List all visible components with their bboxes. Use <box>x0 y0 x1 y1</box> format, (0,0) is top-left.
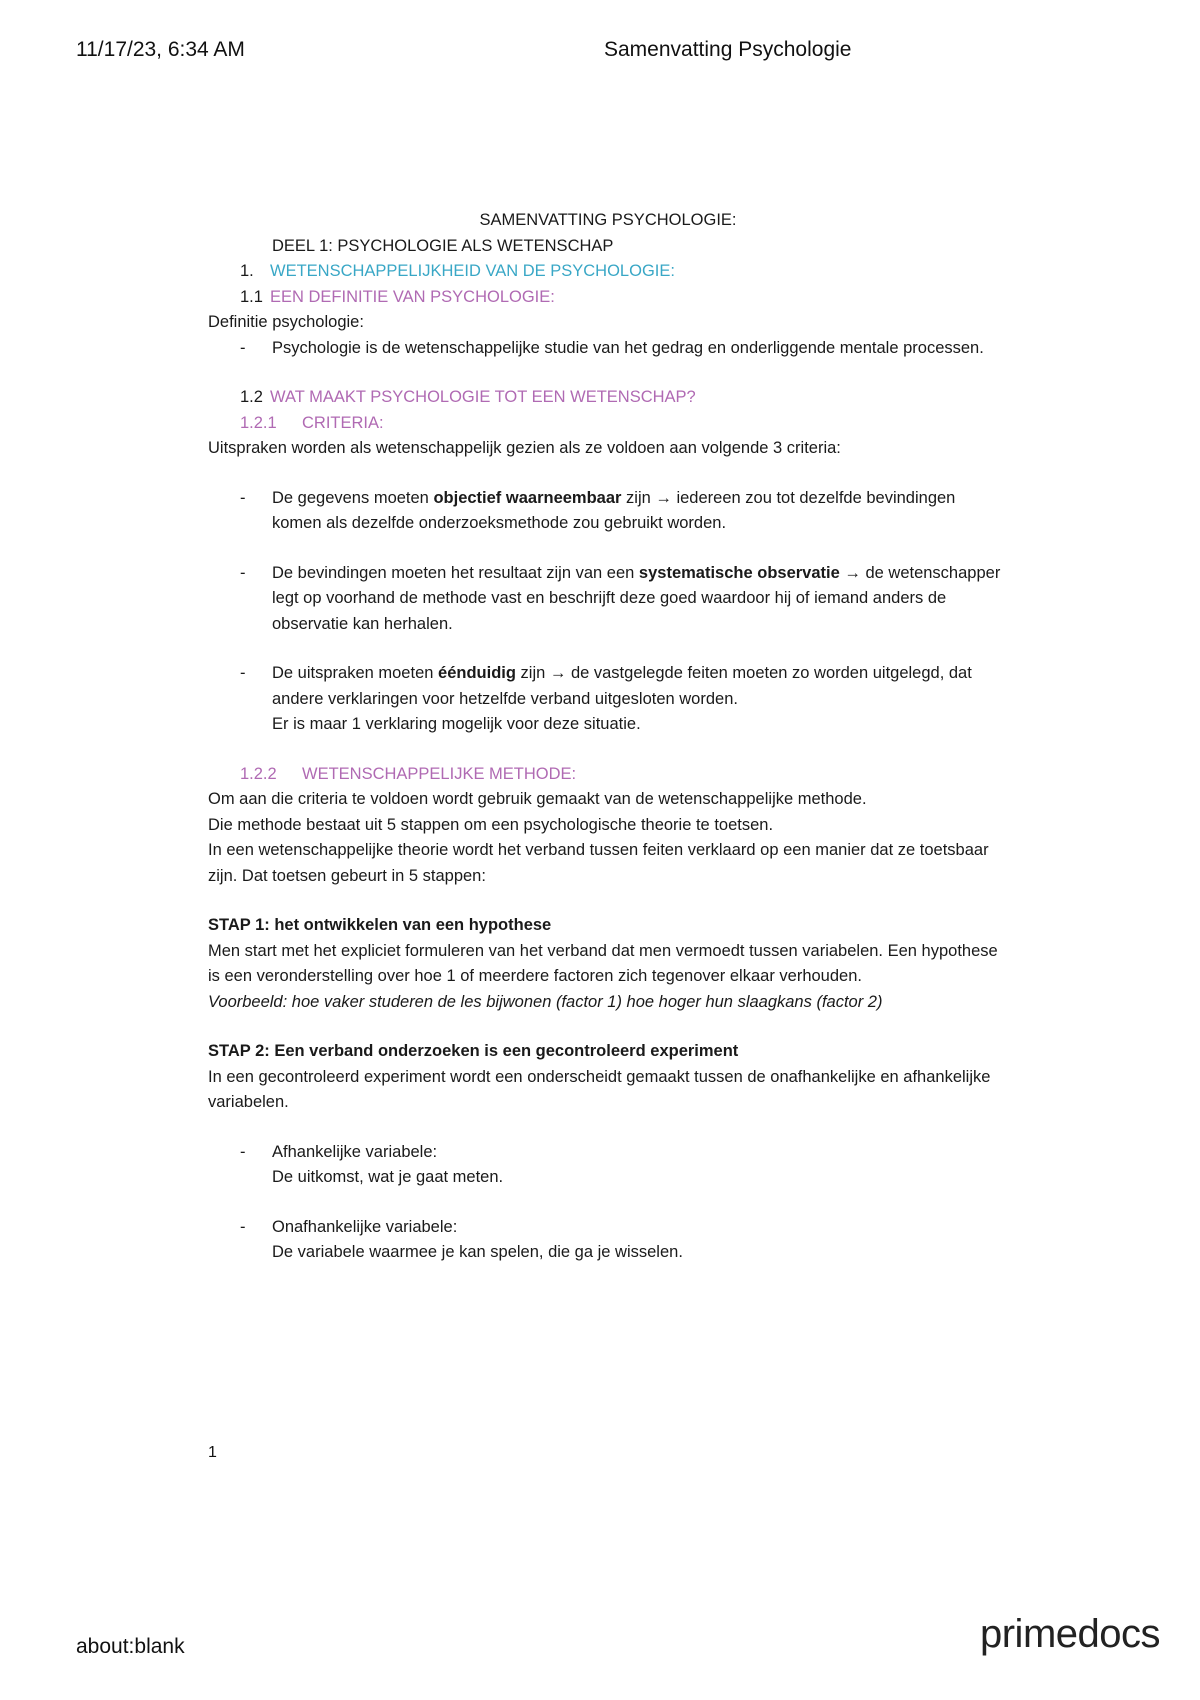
criterion-3-bold: éénduidig <box>438 664 516 682</box>
bullet-dash: - <box>240 338 246 357</box>
criterion-2 <box>208 561 1008 638</box>
step-2-title: STAP 2: Een verband onderzoeken is een gecontroleerd experiment <box>208 1042 739 1060</box>
definition-text: Psychologie is de wetenschappelijke studie van het gedrag en onderliggende mentale processen. <box>272 338 984 357</box>
method-paragraph-2: Die methode bestaat uit 5 stappen om een psychologische theorie te toetsen. <box>208 815 774 834</box>
heading-1-1-text: EEN DEFINITIE VAN PSYCHOLOGIE: <box>270 287 555 306</box>
print-title: Samenvatting Psychologie <box>604 38 852 61</box>
criteria-intro: Uitspraken worden als wetenschappelijk gezien als ze voldoen aan volgende 3 criteria: <box>208 439 841 457</box>
variable-independent-label: Onafhankelijke variabele: <box>272 1217 458 1236</box>
criterion-3 <box>208 661 1008 738</box>
print-header <box>76 38 1124 68</box>
heading-1-2-number: 1.2 <box>240 388 263 406</box>
criterion-3-line2: Er is maar 1 verklaring mogelijk voor deze situatie. <box>272 715 641 733</box>
brand-logo: primedocs <box>979 1612 1160 1656</box>
heading-1-2-2 <box>208 762 1008 788</box>
heading-1-2 <box>208 385 1008 411</box>
heading-1-2-text: WAT MAAKT PSYCHOLOGIE TOT EEN WETENSCHAP? <box>270 388 696 406</box>
criterion-2-pre: De bevindingen moeten het resultaat zijn van een <box>272 563 639 582</box>
step-2-text: In een gecontroleerd experiment wordt een onderscheidt gemaakt tussen de onafhankelijke en afhankelijke variabelen. <box>208 1067 991 1111</box>
heading-1-2-1-text: CRITERIA: <box>302 413 384 432</box>
bullet-dash: - <box>240 1217 246 1236</box>
heading-1-2-1-number: 1.2.1 <box>240 413 277 432</box>
definition-label: Definitie psychologie: <box>208 313 364 331</box>
variable-dependent-text: De uitkomst, wat je gaat meten. <box>272 1168 504 1186</box>
doc-title: SAMENVATTING PSYCHOLOGIE: <box>479 211 737 229</box>
variable-independent <box>208 1215 1008 1266</box>
criterion-1-post: zijn → iedereen zou tot dezelfde bevindingen komen als dezelfde onderzoeksmethode zou gebruikt worden. <box>272 488 956 532</box>
criterion-3-pre: De uitspraken moeten <box>272 664 439 682</box>
heading-1-2-1 <box>208 411 1008 437</box>
print-date: 11/17/23, 6:34 AM <box>76 38 245 61</box>
criterion-1 <box>208 486 1008 537</box>
variable-dependent-label: Afhankelijke variabele: <box>272 1142 438 1161</box>
heading-1-1 <box>208 285 1008 311</box>
criterion-1-bold: objectief waarneembaar <box>433 488 622 507</box>
variable-dependent <box>208 1140 1008 1191</box>
variable-independent-text: De variabele waarmee je kan spelen, die ga je wisselen. <box>272 1243 683 1261</box>
definition-bullet <box>208 336 1008 362</box>
criterion-2-bold: systematische observatie <box>638 563 840 582</box>
step-1-title: STAP 1: het ontwikkelen van een hypothese <box>208 916 552 934</box>
bullet-dash: - <box>240 563 246 582</box>
heading-1-text: WETENSCHAPPELIJKHEID VAN DE PSYCHOLOGIE: <box>270 262 675 280</box>
criterion-3-post: zijn → de vastgelegde feiten moeten zo worden uitgelegd, dat andere verklaringen voor hetzelfde verband uitgesloten worden. <box>272 664 972 708</box>
method-paragraph-3: In een wetenschappelijke theorie wordt het verband tussen feiten verklaard op een manier dat ze toetsbaar zijn. Dat toetsen gebeurt in 5 stappen: <box>208 841 989 885</box>
heading-1 <box>208 259 1008 285</box>
heading-1-2-2-text: WETENSCHAPPELIJKE METHODE: <box>302 764 577 783</box>
heading-1-1-number: 1.1 <box>240 287 263 306</box>
step-1-example: Voorbeeld: hoe vaker studeren de les bijwonen (factor 1) hoe hoger hun slaagkans (factor 2) <box>208 992 883 1011</box>
criterion-1-pre: De gegevens moeten <box>272 488 434 507</box>
bullet-dash: - <box>240 488 246 507</box>
bullet-dash: - <box>240 664 246 682</box>
step-1-text: Men start met het expliciet formuleren van het verband dat men vermoedt tussen variabelen. Een hypothese is een veronderstelling over hoe 1 of meerdere factoren zich tegenover elkaar verhouden. <box>208 941 998 985</box>
print-footer-url: about:blank <box>76 1635 185 1658</box>
page-number: 1 <box>208 1444 217 1461</box>
heading-1-number: 1. <box>240 262 254 280</box>
heading-1-2-2-number: 1.2.2 <box>240 764 277 783</box>
bullet-dash: - <box>240 1142 246 1161</box>
doc-part-heading: DEEL 1: PSYCHOLOGIE ALS WETENSCHAP <box>272 236 614 255</box>
method-paragraph-1: Om aan die criteria te voldoen wordt gebruik gemaakt van de wetenschappelijke methode. <box>208 790 867 808</box>
criterion-2-post: → de wetenschapper legt op voorhand de methode vast en beschrijft deze goed waardoor hij of iemand anders de observatie kan herhalen. <box>272 563 1001 633</box>
document-body <box>208 208 1008 1266</box>
